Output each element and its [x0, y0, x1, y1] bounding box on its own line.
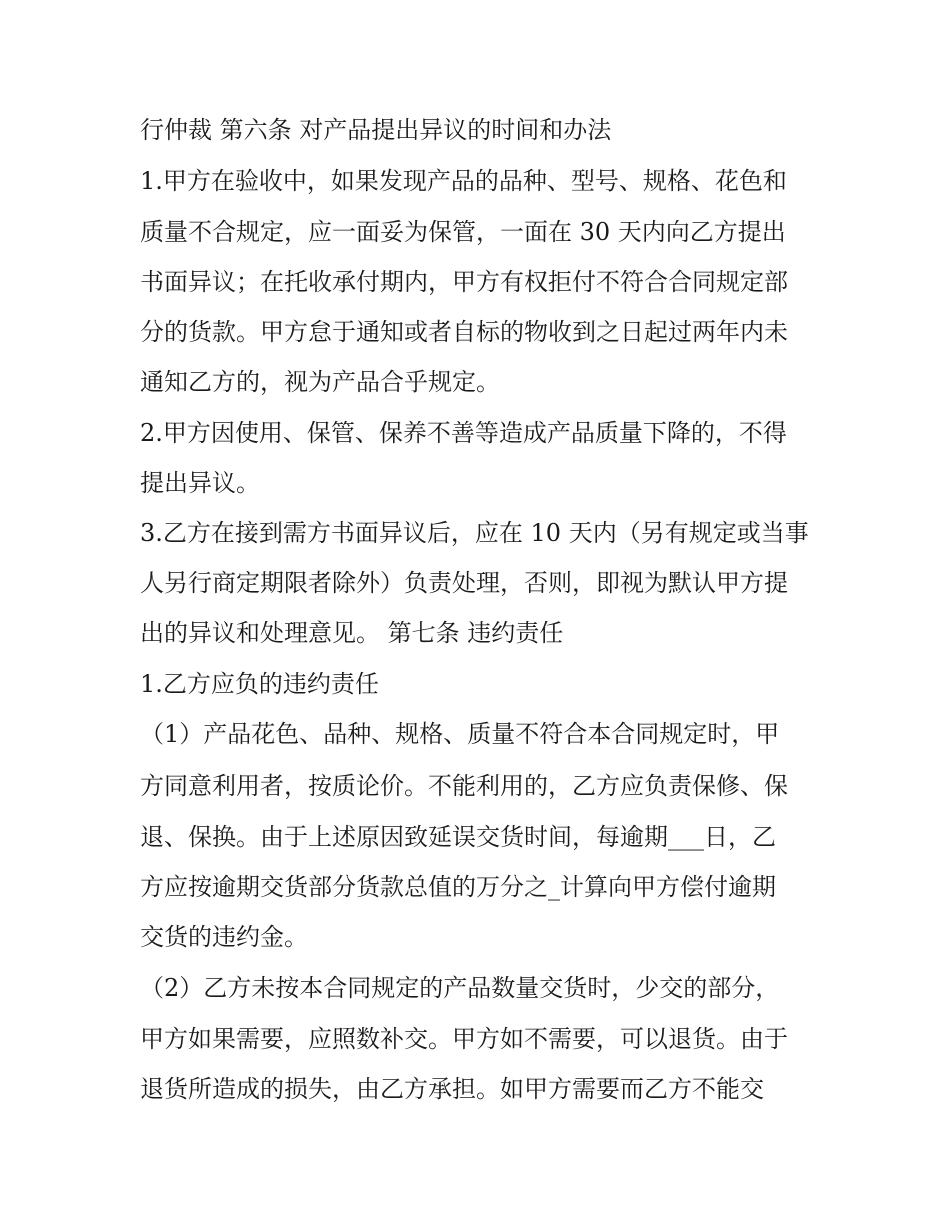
- text-line: 提出异议。: [140, 469, 260, 497]
- text-line: 1.乙方应负的违约责任: [140, 670, 379, 698]
- text-line: 甲方如果需要，应照数补交。甲方如不需要，可以退货。由于: [140, 1025, 788, 1053]
- text-line: 退、保换。由于上述原因致延误交货时间，每逾期___日，乙: [140, 823, 776, 851]
- text-line: 出的异议和处理意见。 第七条 违约责任: [140, 619, 564, 647]
- text-line: 人另行商定期限者除外）负责处理，否则，即视为默认甲方提: [140, 569, 788, 597]
- text-line: 通知乙方的，视为产品合乎规定。: [140, 368, 500, 396]
- text-line: （2）乙方未按本合同规定的产品数量交货时，少交的部分，: [140, 974, 780, 1002]
- text-line: 2.甲方因使用、保管、保养不善等造成产品质量下降的，不得: [140, 419, 787, 447]
- text-line: 1.甲方在验收中，如果发现产品的品种、型号、规格、花色和: [140, 167, 787, 195]
- text-line: 分的货款。甲方怠于通知或者自标的物收到之日起过两年内未: [140, 318, 788, 346]
- text-line: 质量不合规定，应一面妥为保管，一面在 30 天内向乙方提出: [140, 218, 786, 246]
- text-line: 行仲裁 第六条 对产品提出异议的时间和办法: [140, 116, 612, 144]
- text-line: 退货所造成的损失，由乙方承担。如甲方需要而乙方不能交: [140, 1075, 764, 1103]
- text-line: 方同意利用者，按质论价。不能利用的，乙方应负责保修、保: [140, 772, 788, 800]
- text-line: 书面异议；在托收承付期内，甲方有权拒付不符合合同规定部: [140, 268, 788, 296]
- text-line: （1）产品花色、品种、规格、质量不符合本合同规定时，甲: [140, 720, 780, 748]
- text-line: 3.乙方在接到需方书面异议后，应在 10 天内（另有规定或当事: [140, 519, 809, 547]
- text-line: 交货的违约金。: [140, 923, 308, 951]
- text-line: 方应按逾期交货部分货款总值的万分之_计算向甲方偿付逾期: [140, 873, 776, 901]
